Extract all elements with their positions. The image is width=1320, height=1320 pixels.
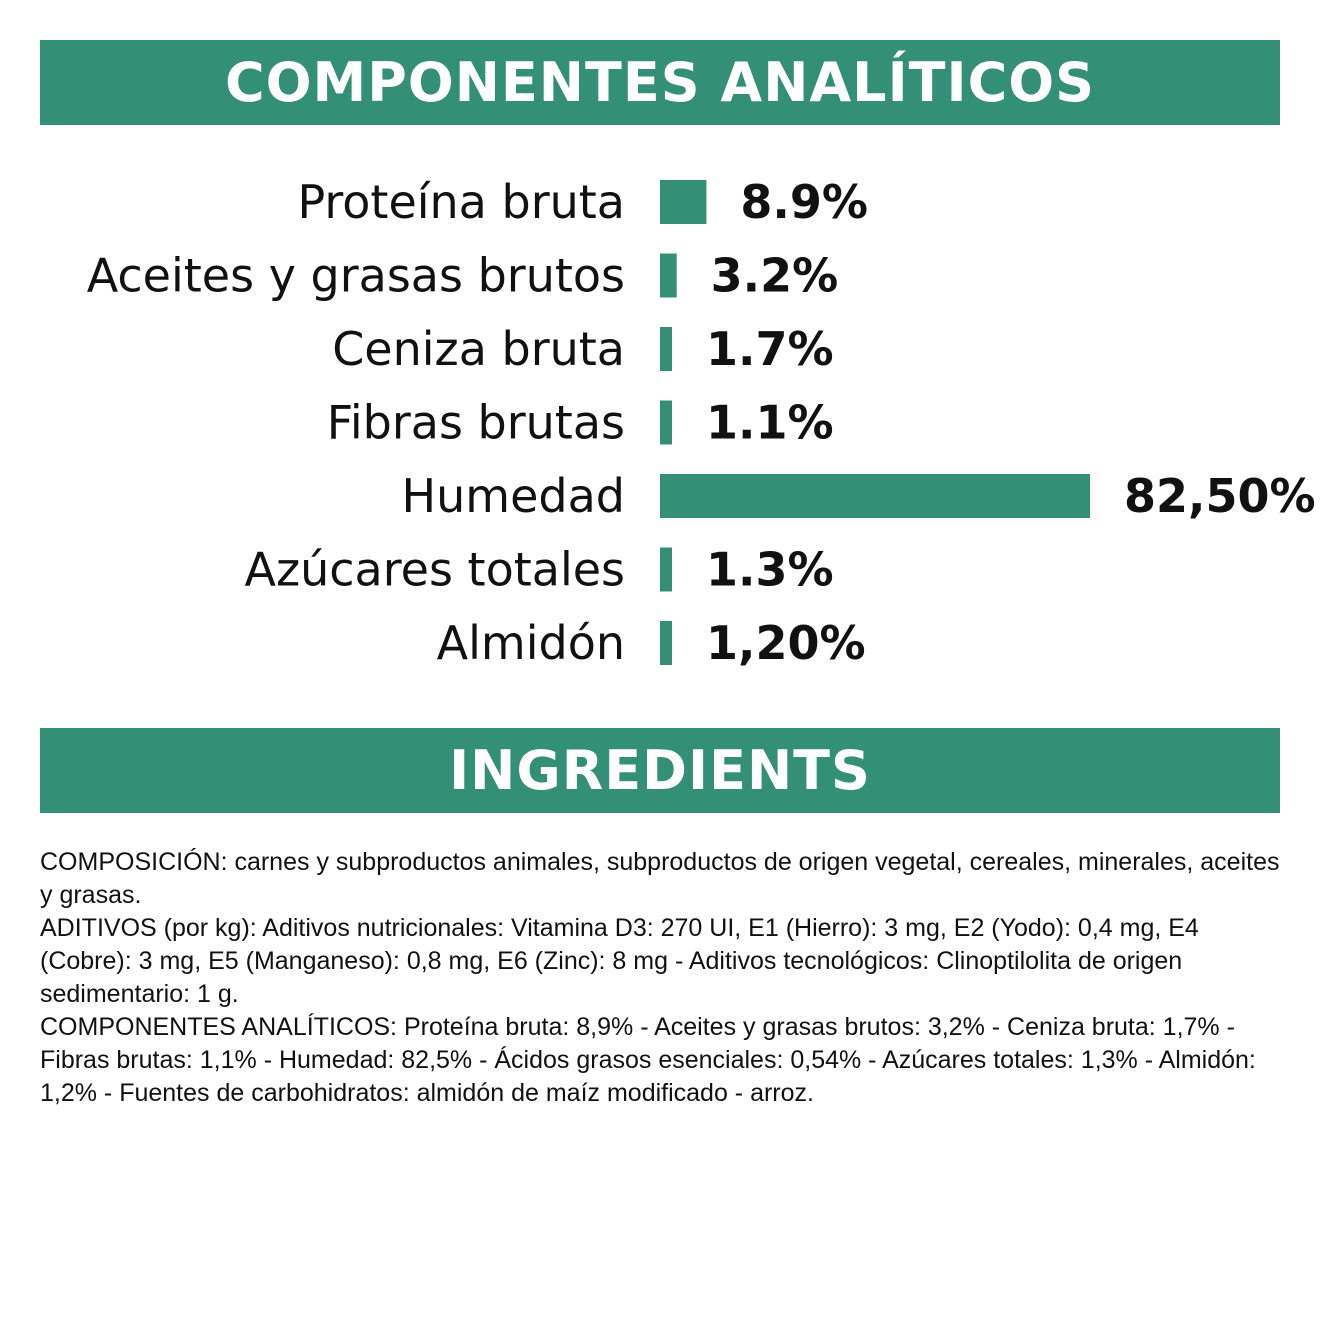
ingredients-text	[40, 846, 1280, 1110]
bar	[660, 327, 672, 371]
category-label: Almidón	[436, 616, 625, 670]
bar	[660, 254, 677, 298]
value-label: 3.2%	[710, 248, 839, 303]
category-label: Humedad	[401, 469, 625, 523]
analytic-components-chart	[0, 160, 1320, 680]
category-label: Azúcares totales	[244, 542, 625, 597]
analytic-components-banner	[40, 40, 1280, 125]
ingredients-banner	[40, 728, 1280, 813]
category-label: Fibras brutas	[326, 395, 625, 450]
value-label: 1,20%	[706, 616, 866, 670]
value-label: 1.1%	[706, 395, 834, 450]
bar	[660, 401, 672, 445]
category-label: Ceniza bruta	[332, 322, 625, 376]
ingredients-title: INGREDIENTS	[449, 739, 871, 802]
value-label: 82,50%	[1124, 469, 1316, 523]
category-label: Proteína bruta	[297, 175, 625, 229]
value-label: 1.3%	[706, 542, 834, 597]
bar	[660, 180, 706, 224]
value-label: 1.7%	[706, 322, 834, 376]
analytic-components-paragraph: COMPONENTES ANALÍTICOS: Proteína bruta: 8,9% - Aceites y grasas brutos: 3,2% - Ceniza bruta: 1,7% - Fibras brutas: 1,1% - Humedad: 82,5% - Ácidos grasos esenciales: 0,54% - Azúcares totales: 1,3% - Almidón: 1,2% - Fuentes de carbohidratos: almidón de maíz modificado - arroz.	[40, 1013, 1256, 1107]
composition-paragraph: COMPOSICIÓN: carnes y subproductos animales, subproductos de origen vegetal, cereales, minerales, aceites y grasas.	[40, 848, 1280, 909]
category-label: Aceites y grasas brutos	[86, 248, 625, 303]
value-label: 8.9%	[740, 175, 868, 229]
bar	[660, 474, 1090, 518]
bar	[660, 548, 672, 592]
additives-paragraph: ADITIVOS (por kg): Aditivos nutricionales: Vitamina D3: 270 UI, E1 (Hierro): 3 mg, E2 (Yodo): 0,4 mg, E4 (Cobre): 3 mg, E5 (Manganeso): 0,8 mg, E6 (Zinc): 8 mg - Aditivos tecnológicos: Clinoptilolita de origen sedimentario: 1 g.	[40, 914, 1199, 1008]
bar	[660, 621, 672, 665]
analytic-components-title: COMPONENTES ANALÍTICOS	[224, 51, 1096, 114]
